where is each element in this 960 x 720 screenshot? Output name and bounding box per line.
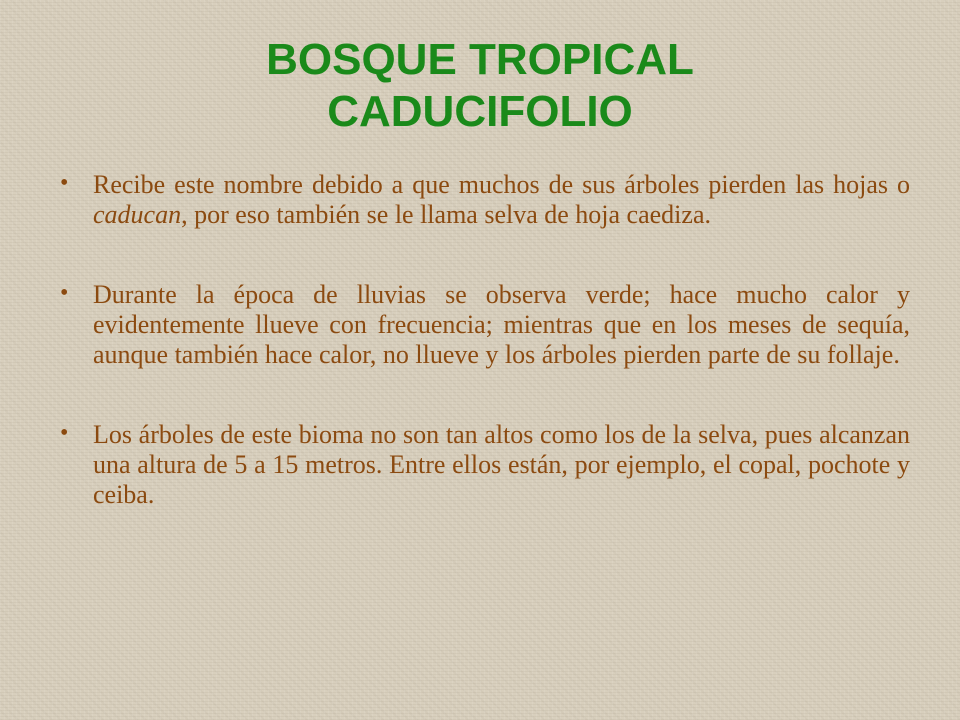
bullet-dot-icon: • — [60, 420, 69, 446]
bullet-item-1 — [60, 170, 910, 230]
slide-title — [0, 34, 960, 138]
bullet-dot-icon: • — [60, 170, 69, 196]
bullet-1-text-after: , por eso también se le llama selva de hoja caediza. — [181, 200, 711, 229]
bullet-3-text: Los árboles de este bioma no son tan altos como los de la selva, pues alcanzan una altura de 5 a 15 metros. Entre ellos están, por ejemplo, el copal, pochote y ceiba. — [93, 420, 910, 509]
bullet-list — [60, 170, 910, 560]
bullet-dot-icon: • — [60, 280, 69, 306]
bullet-item-2 — [60, 280, 910, 370]
title-line-1: BOSQUE TROPICAL — [266, 35, 694, 84]
bullet-2-text: Durante la época de lluvias se observa verde; hace mucho calor y evidentemente llueve con frecuencia; mientras que en los meses de sequía, aunque también hace calor, no llueve y los árboles pierden parte de su follaje. — [93, 280, 910, 369]
bullet-item-3 — [60, 420, 910, 510]
title-line-2: CADUCIFOLIO — [327, 87, 633, 136]
bullet-1-italic-word: caducan — [93, 200, 182, 229]
bullet-1-text-before: Recibe este nombre debido a que muchos de sus árboles pierden las hojas o — [93, 170, 910, 199]
